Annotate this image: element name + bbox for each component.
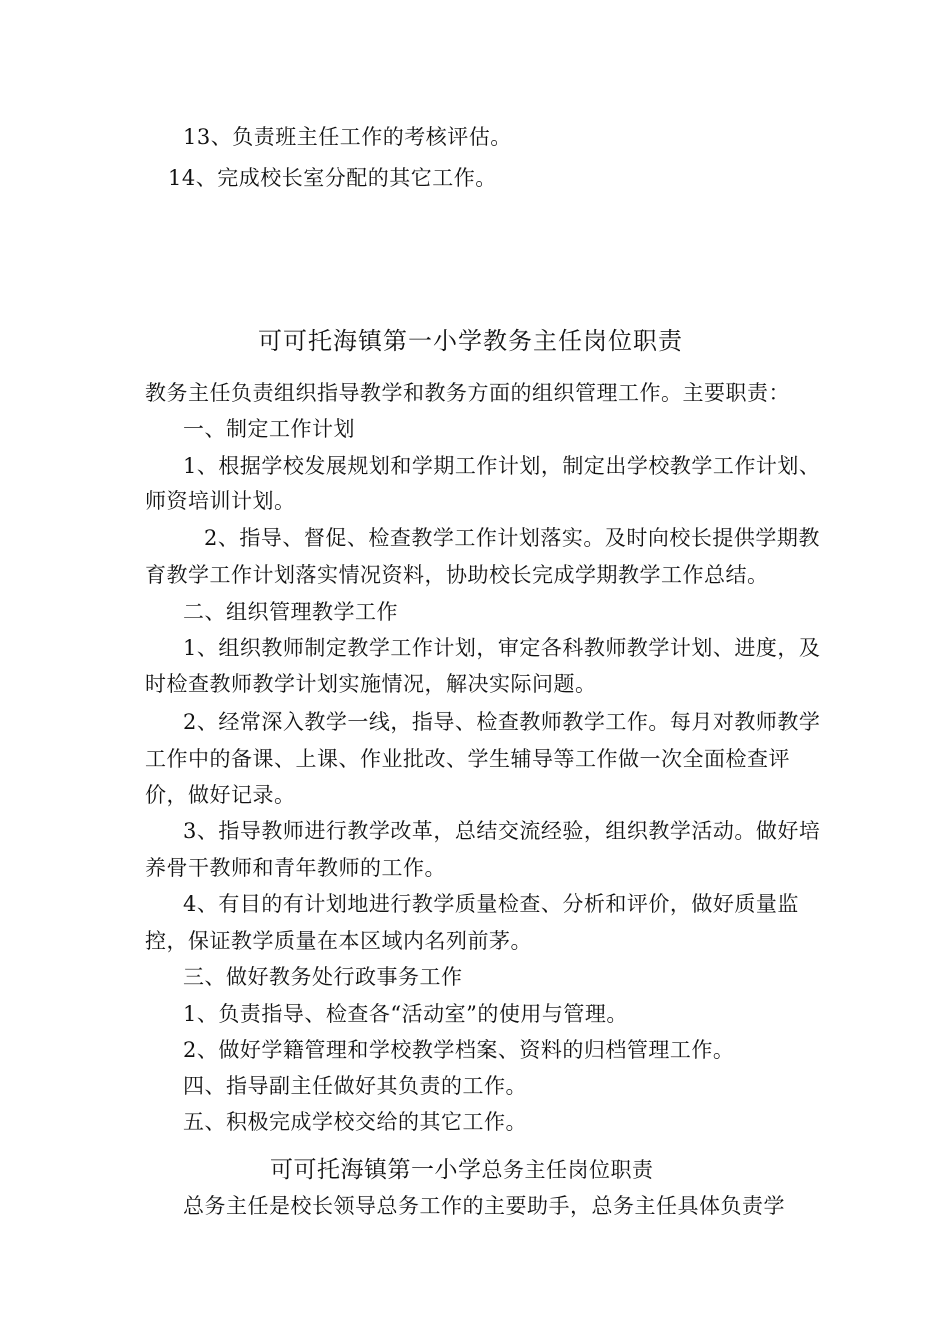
paragraph-line: 育教学工作计划落实情况资料，协助校长完成学期教学工作总结。 (145, 563, 769, 587)
paragraph-line: 控，保证教学质量在本区域内名列前茅。 (145, 929, 532, 953)
paragraph-line: 4、有目的有计划地进行教学质量检查、分析和评价，做好质量监 (183, 892, 799, 916)
heading-3: 三、做好教务处行政事务工作 (183, 965, 463, 989)
paragraph-line: 1、组织教师制定教学工作计划，审定各科教师教学计划、进度，及 (183, 636, 821, 660)
paragraph-line: 时检查教师教学计划实施情况，解决实际问题。 (145, 672, 597, 696)
heading-4: 四、指导副主任做好其负责的工作。 (183, 1074, 527, 1098)
heading-1: 一、制定工作计划 (183, 417, 355, 441)
heading-5: 五、积极完成学校交给的其它工作。 (183, 1110, 527, 1134)
item-13: 13、负责班主任工作的考核评估。 (183, 125, 512, 149)
section-intro: 教务主任负责组织指导教学和教务方面的组织管理工作。主要职责： (145, 381, 790, 405)
paragraph-line: 工作中的备课、上课、作业批改、学生辅导等工作做一次全面检查评 (145, 747, 790, 771)
paragraph-line: 2、指导、督促、检查教学工作计划落实。及时向校长提供学期教 (204, 526, 820, 550)
heading-2: 二、组织管理教学工作 (183, 600, 398, 624)
title-position: 总务主任岗位职责 (481, 1158, 654, 1182)
paragraph-line: 2、经常深入教学一线，指导、检查教师教学工作。每月对教师教学 (183, 710, 821, 734)
paragraph-line: 2、做好学籍管理和学校教学档案、资料的归档管理工作。 (183, 1038, 735, 1062)
paragraph-line: 师资培训计划。 (145, 489, 296, 513)
title-school-name: 可可托海镇第一小学 (270, 1157, 482, 1183)
item-14: 14、完成校长室分配的其它工作。 (168, 166, 497, 190)
paragraph-line: 1、负责指导、检查各“活动室”的使用与管理。 (183, 1002, 628, 1026)
paragraph-line: 养骨干教师和青年教师的工作。 (145, 856, 446, 880)
paragraph-line: 1、根据学校发展规划和学期工作计划，制定出学校教学工作计划、 (183, 454, 821, 478)
section-title-general-affairs-director (270, 1155, 654, 1185)
paragraph-line: 总务主任是校长领导总务工作的主要助手，总务主任具体负责学 (183, 1194, 785, 1218)
paragraph-line: 3、指导教师进行教学改革，总结交流经验，组织教学活动。做好培 (183, 819, 821, 843)
section-title-academic-director: 可可托海镇第一小学教务主任岗位职责 (258, 327, 683, 355)
paragraph-line: 价，做好记录。 (145, 783, 296, 807)
